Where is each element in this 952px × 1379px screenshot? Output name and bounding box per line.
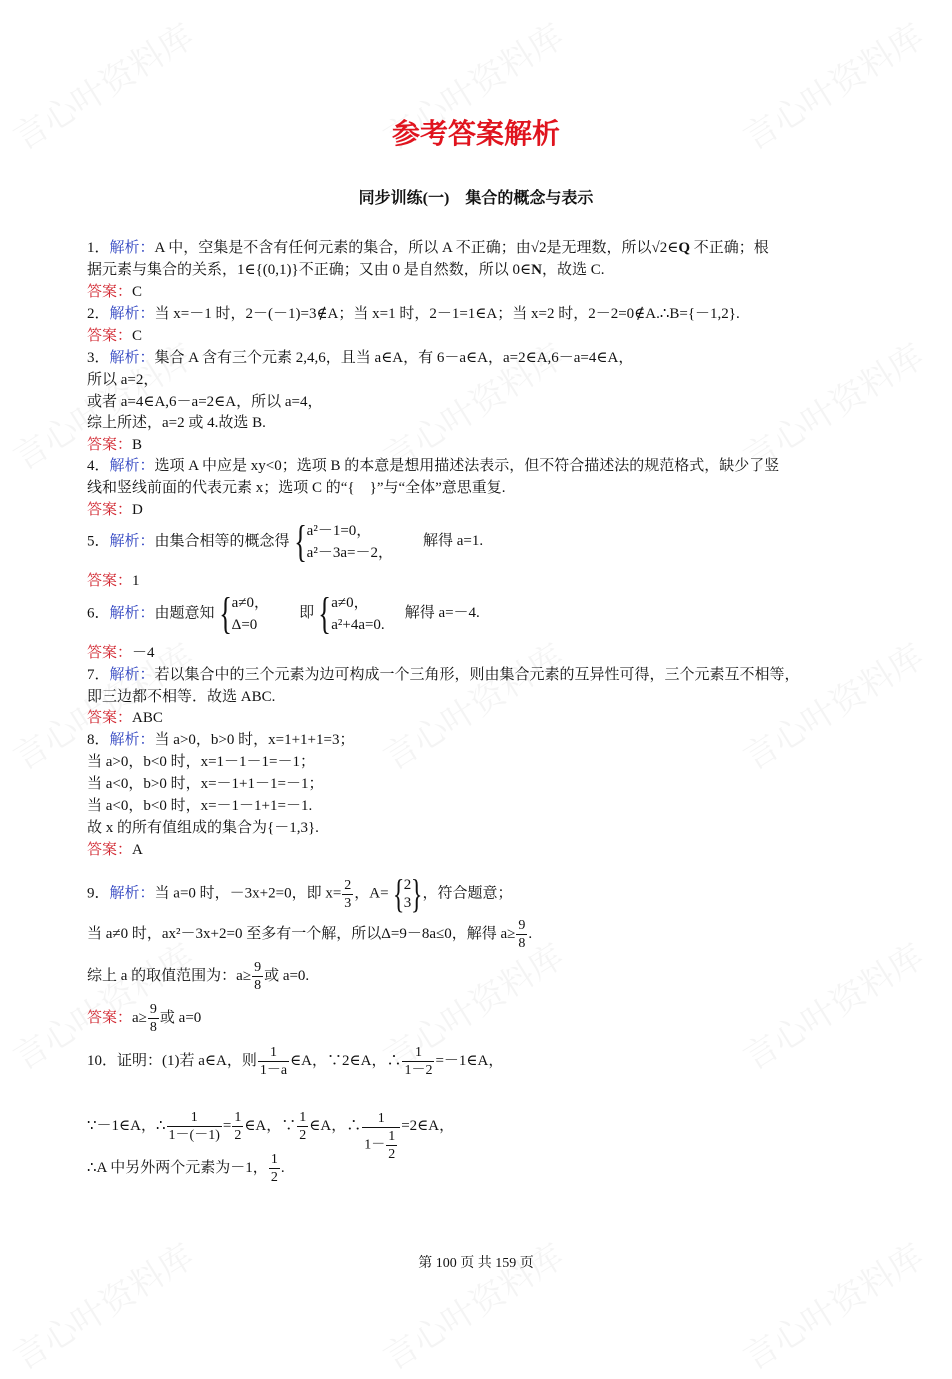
watermark [733,930,932,1080]
page-number: 第 100 页 共 159 页 [418,1256,534,1271]
q4-line2: 线和竖线前面的代表元素 x；选项 C 的“{ }”与“全体”意思重复. [87,480,506,496]
q8-line3: 当 a<0，b>0 时，x=－1+1－1=－1； [87,776,324,792]
q8-line5: 故 x 的所有值组成的集合为{－1,3}. [87,820,319,836]
q2-line1: 2．解析：当 x=－1 时，2－(－1)=3∉A；当 x=1 时，2－1=1∈A；当 x=2 时，2－2=0∉A.∴B={－1,2}. [87,306,740,322]
q3-line2: 所以 a=2， [87,372,159,388]
q5-line: 5．解析：由集合相等的概念得 { a²－1=0， a²－3a=－2， 解得 a=1. [87,517,484,566]
q8-line1: 8．解析：当 a>0，b>0 时，x=1+1+1=3； [87,732,355,748]
q10-line2: ∵－1∈A，∴ $\frac{1}{1-(-1)}$ = $\frac{1}{2}$ ∈A，∵ $\frac{1}{2}$ ∈A，∴ 1 1－ $\frac{1}{2}$ =2∈A， [87,1110,455,1162]
equation-system: { a≠0， a²+4a=0. [318,589,385,638]
q7-line2: 即三边都不相等．故选 ABC. [87,689,276,705]
q4-line1: 4．解析：选项 A 中应是 xy<0；选项 B 的本意是想用描述法表示，但不符合描述法的规范格式，缺少了竖 [87,458,780,474]
q8-line2: 当 a>0，b<0 时，x=1－1－1=－1； [87,754,315,770]
q3-line4: 综上所述，a=2 或 4.故选 B. [87,415,266,431]
q1-answer: 答案：C [87,284,143,300]
q9-line3: 综上 a 的取值范围为：a≥ $\frac{9}{8}$ 或 a=0. [87,960,310,994]
watermark [733,630,932,780]
q6-line: 6．解析：由题意知 { a≠0， Δ=0 即 { a≠0， a²+4a=0. 解得 a=－4. [87,589,480,638]
q5-answer: 答案：1 [87,573,140,589]
equation-system: { a²－1=0， a²－3a=－2， [293,517,393,566]
q1-line1: 1．解析：A 中，空集是不含有任何元素的集合，所以 A 不正确；由√2是无理数，所以√2∈Q 不正确；根 [87,240,769,256]
q3-line1: 3．解析：集合 A 含有三个元素 2,4,6，且当 a∈A，有 6－a∈A，a=2∈A,6－a=4∈A， [87,350,634,366]
q10-line1: 10．证明：(1)若 a∈A，则 $\frac{1}{1-a}$ ∈A，∵2∈A，∴ $\frac{1}{1-2}$ =－1∈A， [87,1045,504,1079]
section-subtitle: 同步训练(一) 集合的概念与表示 [358,190,594,207]
q2-answer: 答案：C [87,328,143,344]
watermark [373,630,572,780]
q4-answer: 答案：D [87,502,143,518]
q3-answer: 答案：B [87,437,143,453]
page-title: 参考答案解析 [391,119,560,150]
equation-system: { a≠0， Δ=0 [218,589,270,638]
q8-answer: 答案：A [87,842,143,858]
q7-answer: 答案：ABC [87,710,163,726]
q3-line3: 或者 a=4∈A,6－a=2∈A，所以 a=4， [87,394,323,410]
q9-answer: 答案：a≥ $\frac{9}{8}$ 或 a=0 [87,1002,202,1036]
q9-line1: 9．解析：当 a=0 时，－3x+2=0，即 x= $\frac{2}{3}$ ，A= { 2 3 } ，符合题意； [87,871,513,916]
q10-line3: ∴A 中另外两个元素为－1， $\frac{1}{2}$ . [87,1152,285,1186]
q9-line2: 当 a≠0 时，ax²－3x+2=0 至多有一个解，所以Δ=9－8a≤0，解得 a≥ $\frac{9}{8}$ . [87,918,533,952]
q8-line4: 当 a<0，b<0 时，x=－1－1+1=－1. [87,798,313,814]
q7-line1: 7．解析：若以集合中的三个元素为边可构成一个三角形，则由集合元素的互异性可得，三个元素互不相等， [87,667,800,683]
q1-line2: 据元素与集合的关系，1∈{(0,1)}不正确；又由 0 是自然数，所以 0∈N，故选 C. [87,262,605,278]
q6-answer: 答案：－4 [87,645,155,661]
